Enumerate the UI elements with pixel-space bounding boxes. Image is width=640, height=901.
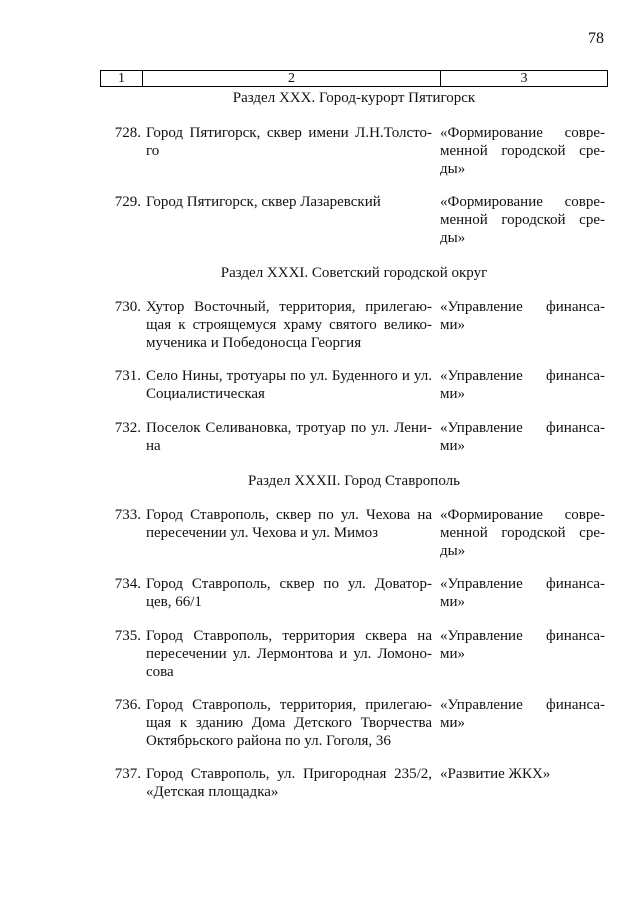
table-header bbox=[100, 70, 608, 87]
header-col-1: 1 bbox=[101, 71, 143, 86]
object-name: Город Ставрополь, ул. Пригородная 235/2, «Детская площадка» bbox=[146, 766, 432, 800]
object-name: Поселок Селивановка, тротуар по ул. Лени- на bbox=[146, 420, 432, 454]
program-name: «Управление финанса- ми» bbox=[440, 420, 605, 454]
object-name: Город Ставрополь, сквер по ул. Доватор- цев, 66/1 bbox=[146, 576, 432, 610]
program-name: «Формирование совре- менной городской сре- ды» bbox=[440, 507, 605, 559]
program-name: «Управление финанса- ми» bbox=[440, 697, 605, 731]
row-number: 733. bbox=[114, 507, 141, 523]
object-name: Город Ставрополь, территория, прилегаю- щая к зданию Дома Детского Творчества Октябрьского района по ул. Гоголя, 36 bbox=[146, 697, 432, 749]
program-name: «Управление финанса- ми» bbox=[440, 576, 605, 610]
program-name: «Формирование совре- менной городской сре- ды» bbox=[440, 194, 605, 246]
section-title: Раздел XXXI. Советский городской округ bbox=[220, 265, 488, 281]
row-number: 730. bbox=[114, 299, 141, 315]
page-number: 78 bbox=[588, 30, 604, 47]
program-name: «Развитие ЖКХ» bbox=[440, 766, 551, 782]
section-title: Раздел XXX. Город-курорт Пятигорск bbox=[232, 90, 476, 106]
object-name: Город Ставрополь, территория сквера на пересечении ул. Лермонтова и ул. Ломоно- сова bbox=[146, 628, 432, 680]
object-name: Город Пятигорск, сквер Лазаревский bbox=[146, 194, 381, 210]
program-name: «Управление финанса- ми» bbox=[440, 628, 605, 662]
row-number: 732. bbox=[114, 420, 141, 436]
row-number: 737. bbox=[114, 766, 141, 782]
object-name: Город Ставрополь, сквер по ул. Чехова на пересечении ул. Чехова и ул. Мимоз bbox=[146, 507, 432, 541]
row-number: 728. bbox=[114, 125, 141, 141]
program-name: «Формирование совре- менной городской сре- ды» bbox=[440, 125, 605, 177]
row-number: 729. bbox=[114, 194, 141, 210]
program-name: «Управление финанса- ми» bbox=[440, 299, 605, 333]
header-col-2: 2 bbox=[143, 71, 441, 86]
row-number: 731. bbox=[114, 368, 141, 384]
row-number: 736. bbox=[114, 697, 141, 713]
object-name: Город Пятигорск, сквер имени Л.Н.Толсто- го bbox=[146, 125, 432, 159]
row-number: 735. bbox=[114, 628, 141, 644]
section-title: Раздел XXXII. Город Ставрополь bbox=[248, 473, 460, 489]
object-name: Хутор Восточный, территория, прилегаю- щая к строящемуся храму святого велико- мученика и Победоносца Георгия bbox=[146, 299, 432, 351]
row-number: 734. bbox=[114, 576, 141, 592]
header-col-3: 3 bbox=[520, 71, 528, 86]
object-name: Село Нины, тротуары по ул. Буденного и ул. Социалистическая bbox=[146, 368, 432, 402]
program-name: «Управление финанса- ми» bbox=[440, 368, 605, 402]
